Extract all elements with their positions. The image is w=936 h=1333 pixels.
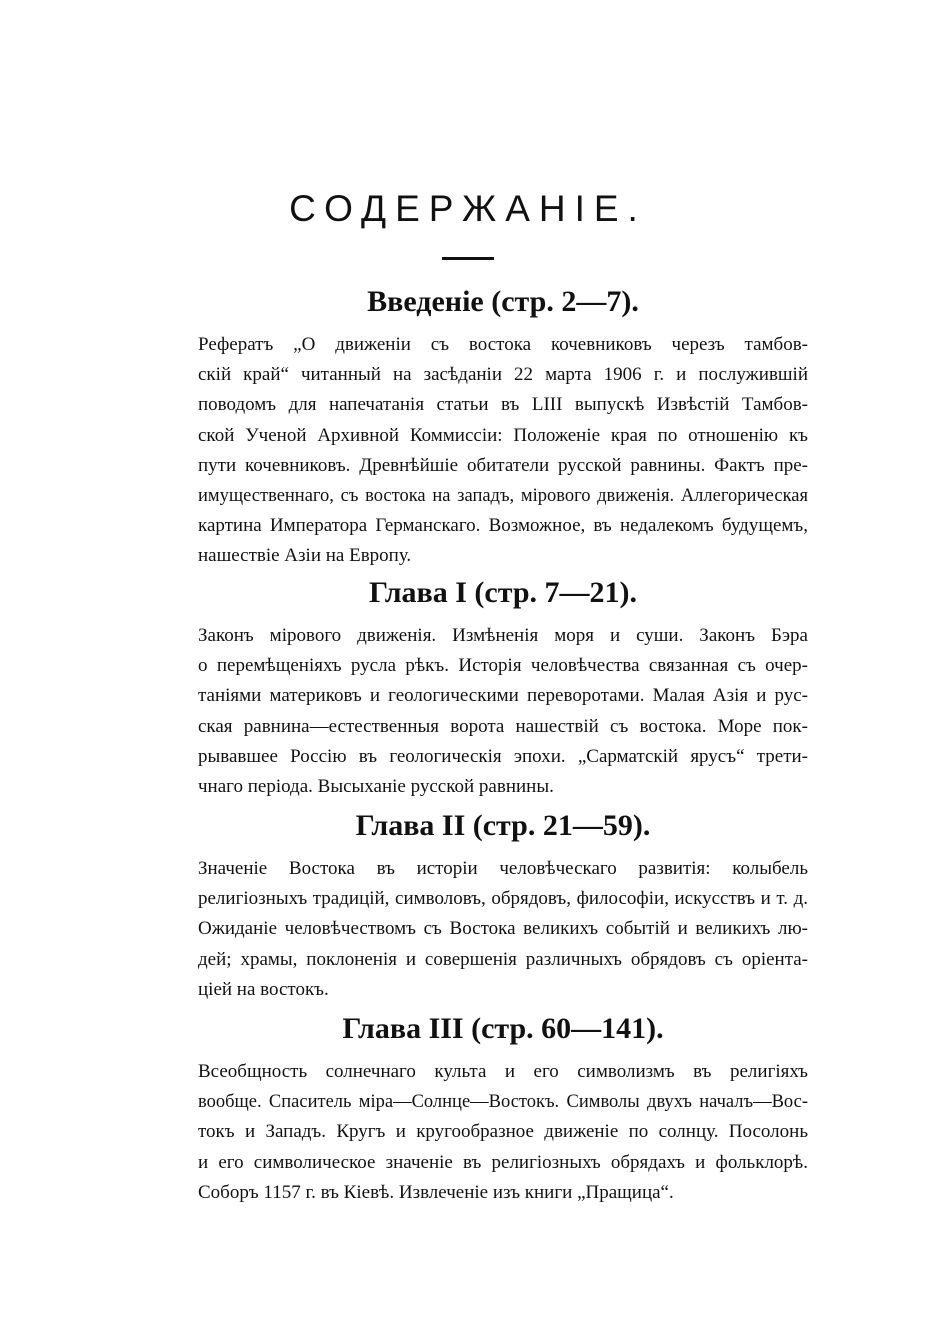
paragraph-line: скій край“ читанный на засѣданіи 22 марта 1906 г. и послужившій: [198, 364, 808, 386]
paragraph-line: ская равнина—естественныя ворота нашествій съ востока. Море пок-: [198, 715, 808, 737]
section-paragraph: [198, 854, 808, 1005]
paragraph-line: ціей на востокъ.: [198, 978, 329, 1000]
paragraph-line: о перемѣщеніяхъ русла рѣкъ. Исторія человѣчества связанная съ очер-: [198, 655, 808, 677]
paragraph-line: Законъ мірового движенія. Измѣненія моря и суши. Законъ Бэра: [198, 625, 808, 646]
paragraph-line: Рефератъ „О движеніи съ востока кочевниковъ черезъ тамбов-: [198, 334, 808, 355]
paragraph-line: таніями материковъ и геологическими переворотами. Малая Азія и рус-: [198, 685, 808, 707]
paragraph-line: токъ и Западъ. Кругъ и кругообразное движеніе по солнцу. Посолонь: [198, 1121, 808, 1143]
section-chapter-1: [198, 575, 808, 802]
section-paragraph: [198, 330, 808, 572]
paragraph-line: имущественнаго, съ востока на западъ, мірового движенія. Аллегорическая: [198, 486, 808, 507]
paragraph-line: религіозныхъ традицій, символовъ, обрядовъ, философіи, искусствъ и т. д.: [198, 888, 808, 910]
paragraph-line: Всеобщность солнечнаго культа и его символизмъ въ религіяхъ: [198, 1061, 808, 1082]
section-heading: Глава III (стр. 60—141).: [342, 1012, 664, 1045]
paragraph-line: картина Императора Германскаго. Возможное, въ недалекомъ будущемъ,: [198, 515, 808, 537]
section-heading: Глава II (стр. 21—59).: [355, 809, 651, 842]
section-chapter-3: [198, 1011, 808, 1208]
paragraph-line: поводомъ для напечатанія статьи въ LIII выпускѣ Извѣстій Тамбов-: [198, 394, 808, 416]
section-introduction: [198, 284, 808, 572]
paragraph-line: рывавшее Россію въ геологическія эпохи. „Сарматскій ярусъ“ трети-: [198, 745, 808, 767]
section-heading: Глава I (стр. 7—21).: [369, 576, 637, 609]
paragraph-line: и его символическое значеніе въ религіозныхъ обрядахъ и фольклорѣ.: [198, 1151, 808, 1173]
section-paragraph: [198, 621, 808, 802]
paragraph-line: чнаго періода. Высыханіе русской равнины.: [198, 776, 554, 798]
paragraph-line: нашествіе Азіи на Европу.: [198, 545, 412, 567]
paragraph-line: дей; храмы, поклоненія и совершенія различныхъ обрядовъ съ оріента-: [198, 948, 808, 970]
paragraph-line: Значеніе Востока въ исторіи человѣческаго развитія: колыбель: [198, 858, 808, 879]
paragraph-line: Ожиданіе человѣчествомъ съ Востока великихъ событій и великихъ лю-: [198, 918, 808, 940]
paragraph-line: вообще. Спаситель міра—Солнце—Востокъ. Символы двухъ началъ—Вос-: [198, 1092, 808, 1113]
section-paragraph: [198, 1057, 808, 1208]
section-heading: Введеніе (стр. 2—7).: [367, 285, 639, 318]
title-rule: [442, 257, 494, 260]
page-title: СОДЕРЖАНІЕ.: [289, 188, 647, 229]
paragraph-line: ской Ученой Архивной Коммиссіи: Положеніе края по отношенію къ: [198, 424, 808, 446]
paragraph-line: пути кочевниковъ. Древнѣйшіе обитатели русской равнины. Фактъ пре-: [198, 454, 808, 476]
paragraph-line: Соборъ 1157 г. въ Кіевѣ. Извлеченіе изъ книги „Пращица“.: [198, 1181, 674, 1203]
section-chapter-2: [198, 808, 808, 1005]
